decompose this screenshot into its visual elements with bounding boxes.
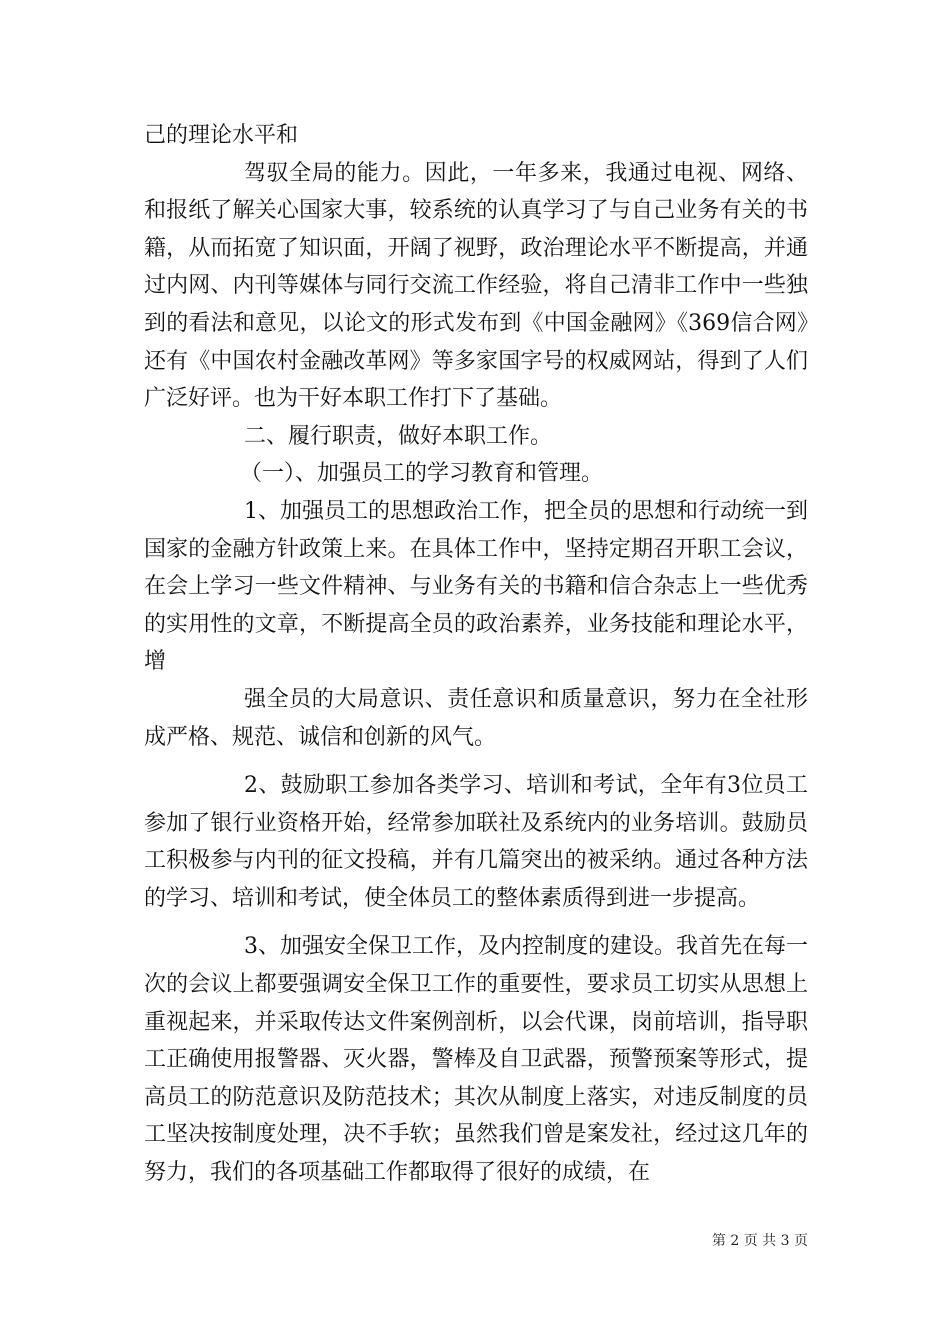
section-heading-duties: 二、履行职责，做好本职工作。 bbox=[244, 423, 553, 449]
paragraph-item-1: 1、加强员工的思想政治工作，把全员的思想和行动统一到国家的金融方针政策上来。在具体工作中，坚持定期召开职工会议，在会上学习一些文件精神、与业务有关的书籍和信合杂志上一些优秀的实用性的文章，不断提高全员的政治素养，业务技能和理论水平，增 bbox=[144, 498, 808, 675]
page-footer: 第 2 页 共 3 页 bbox=[711, 1233, 808, 1249]
paragraph-study: 驾驭全局的能力。因此，一年多来，我通过电视、网络、和报纸了解关心国家大事，较系统的认真学习了与自己业务有关的书籍，从而拓宽了知识面，开阔了视野，政治理论水平不断提高，并通过内网、内刊等媒体与同行交流工作经验，将自己清非工作中一些独到的看法和意见，以论文的形式发布到《中国金融网》《369信合网》还有《中国农村金融改革网》等多家国字号的权威网站，得到了人们广泛好评。也为干好本职工作打下了基础。 bbox=[144, 160, 808, 412]
paragraph-item-3: 3、加强安全保卫工作，及内控制度的建设。我首先在每一次的会议上都要强调安全保卫工作的重要性，要求员工切实从思想上重视起来，并采取传达文件案例剖析，以会代课，岗前培训，指导职工正确使用报警器、灭火器，警棒及自卫武器，预警预案等形式，提高员工的防范意识及防范技术；其次从制度上落实，对违反制度的员工坚决按制度处理，决不手软；虽然我们曾是案发社，经过这几年的努力，我们的各项基础工作都取得了很好的成绩，在 bbox=[144, 934, 808, 1186]
paragraph-item-1-continued: 强全员的大局意识、责任意识和质量意识，努力在全社形成严格、规范、诚信和创新的风气。 bbox=[144, 686, 808, 750]
document-body bbox=[144, 117, 808, 1192]
paragraph-item-2: 2、鼓励职工参加各类学习、培训和考试，全年有3位员工参加了银行业资格开始，经常参加联社及系统内的业务培训。鼓励员工积极参与内刊的征文投稿，并有几篇突出的被采纳。通过各种方法的学习、培训和考试，使全体员工的整体素质得到进一步提高。 bbox=[144, 773, 808, 911]
subsection-heading-staff: （一）、加强员工的学习教育和管理。 bbox=[240, 461, 604, 487]
paragraph-fragment: 己的理论水平和 bbox=[144, 123, 299, 148]
